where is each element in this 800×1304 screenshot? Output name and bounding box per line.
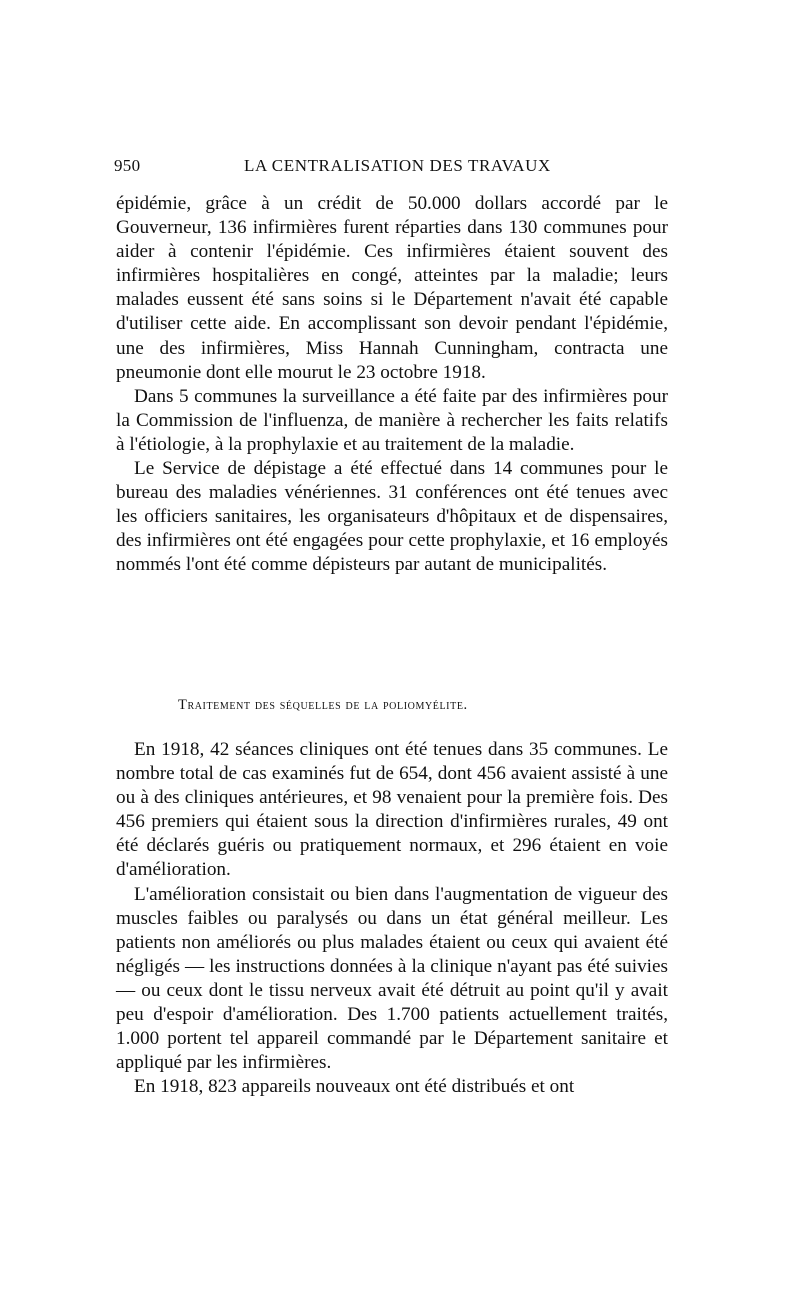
paragraph-depistage: Le Service de dépistage a été effectué dans 14 communes pour le bureau des maladies vénériennes. 31 conférences ont été tenues avec les officiers sanitaires, les organisateurs d'hôpitaux et de dispensaires, des infirmières ont été engagées pour cette prophylaxie, et 16 employés nommés l'ont été comme dépisteurs par autant de municipalités. — [116, 458, 668, 576]
paragraph-epidemie: épidémie, grâce à un crédit de 50.000 dollars accordé par le Gouverneur, 136 infirmières furent réparties dans 130 communes pour aider à contenir l'épidémie. Ces infirmières étaient souvent des infirmières hospitalières en congé, atteintes par la maladie; leurs malades eussent été sans soins si le Département n'avait été capable d'utiliser cette aide. En accomplissant son devoir pendant l'épidémie, une des infirmières, Miss Hannah Cunningham, contracta une pneumonie dont elle mourut le 23 octobre 1918. — [116, 193, 668, 383]
section-heading-text: Traitement des séquelles de la poliomyélite. — [178, 697, 468, 713]
paragraph-seances-cliniques: En 1918, 42 séances cliniques ont été tenues dans 35 communes. Le nombre total de cas examinés fut de 654, dont 456 avaient assisté à une ou à des cliniques antérieures, et 98 venaient pour la première fois. Des 456 premiers qui étaient sous la direction d'infirmières rurales, 49 ont été déclarés guéris ou pratiquement normaux, et 296 étaient en voie d'amélioration. — [116, 739, 668, 881]
paragraph-appareils: En 1918, 823 appareils nouveaux ont été distribués et ont — [134, 1076, 575, 1098]
running-title: LA CENTRALISATION DES TRAVAUX — [244, 156, 551, 175]
paragraph-amelioration: L'amélioration consistait ou bien dans l'augmentation de vigueur des muscles faibles ou paralysés ou dans un état général meilleur. Les patients non améliorés ou plus malades étaient ou ceux qui avaient été négligés — les instructions données à la clinique n'ayant pas été suivies — ou ceux dont le tissu nerveux avait été détruit au point qu'il y avait peu d'espoir d'amélioration. Des 1.700 patients actuellement traités, 1.000 portent tel appareil commandé par le Département sanitaire et appliqué par les infirmières. — [116, 883, 668, 1074]
section-heading — [178, 697, 468, 714]
text-block-lower — [116, 738, 668, 1099]
page-number: 950 — [114, 156, 141, 175]
running-header — [114, 156, 669, 180]
paragraph-surveillance: Dans 5 communes la surveillance a été faite par des infirmières pour la Commission de l'influenza, de manière à rechercher les faits relatifs à l'étiologie, à la prophylaxie et au traitement de la maladie. — [116, 385, 668, 455]
text-block-upper — [116, 192, 668, 578]
